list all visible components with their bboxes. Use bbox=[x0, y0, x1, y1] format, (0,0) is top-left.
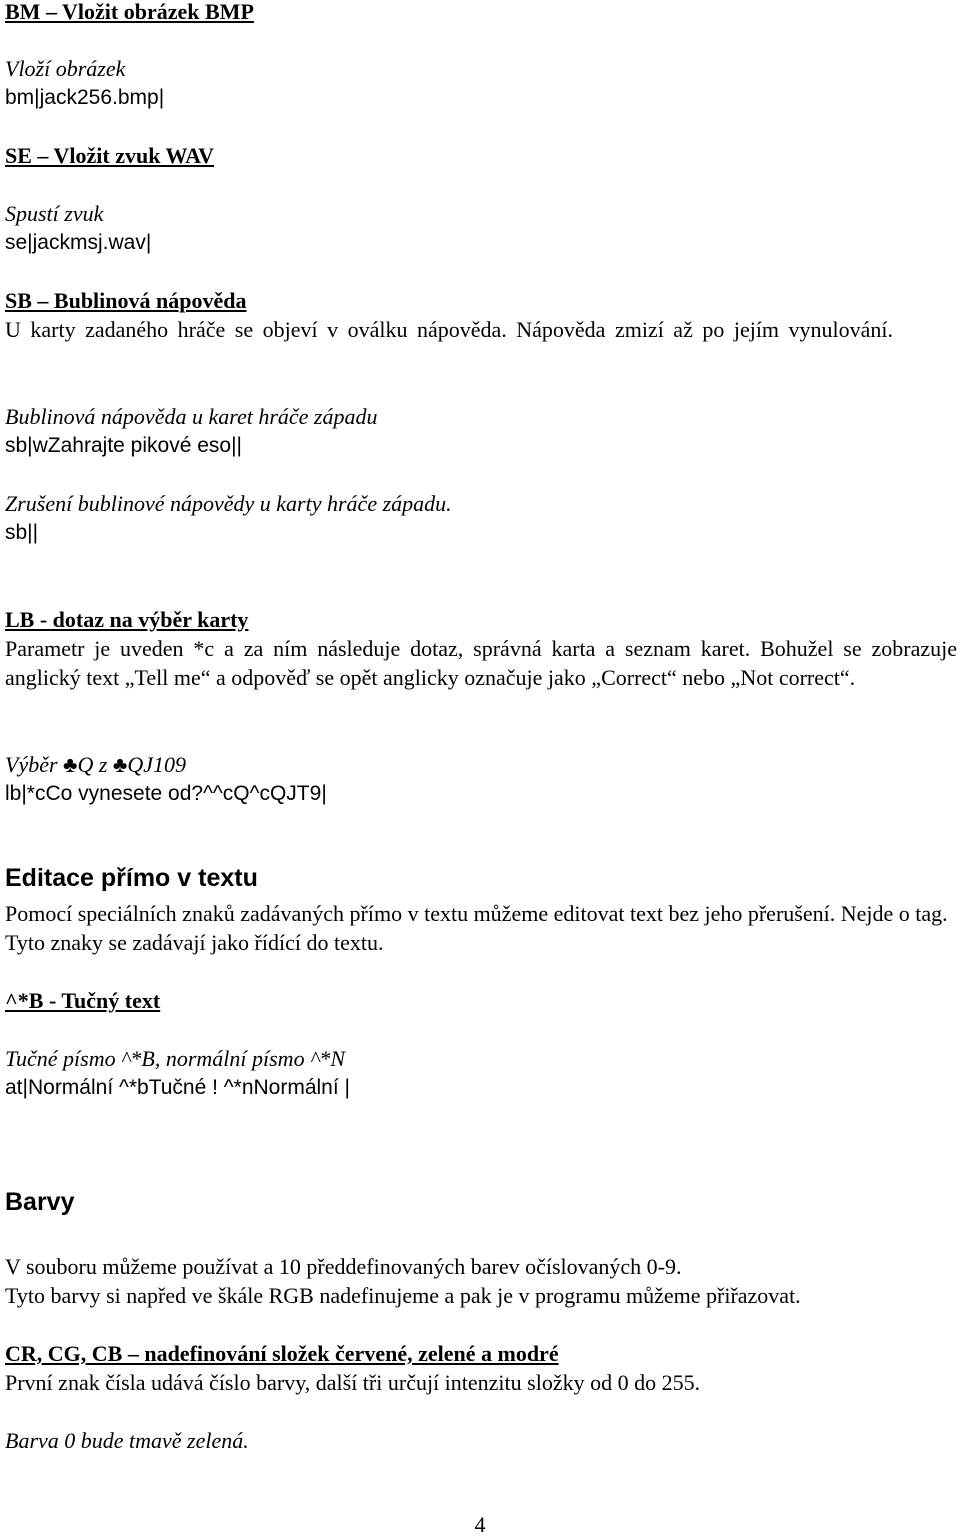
example-code: lb|*cCo vynesete od?^^cQ^cQJT9| bbox=[5, 782, 327, 805]
section-description: Pomocí speciálních znaků zadávaných přímo v textu můžeme editovat text bez jeho přerušení. Nejde o tag. Tyto znaky se zadávají jako řídící do textu. bbox=[5, 901, 948, 955]
example-caption: Tučné písmo ^*B, normální písmo ^*N bbox=[5, 1046, 346, 1071]
example-caption: Barva 0 bude tmavě zelená. bbox=[5, 1428, 249, 1453]
example-code: at|Normální ^*bTučné ! ^*nNormální | bbox=[5, 1076, 350, 1099]
example-caption: Vloží obrázek bbox=[5, 56, 126, 81]
section-heading-barvy: Barvy bbox=[5, 1188, 75, 1216]
page-number: 4 bbox=[474, 1512, 486, 1537]
section-text-line: Tyto barvy si napřed ve škále RGB nadefinujeme a pak je v programu můžeme přiřazovat. bbox=[5, 1283, 801, 1308]
section-description: Parametr je uveden *c a za ním následuje dotaz, správná karta a seznam karet. Bohužel se zobrazuje anglický text „Tell me“ a odpověď se opět anglicky označuje jako „Correct“ nebo „Not correct“. bbox=[5, 636, 957, 690]
example-caption: Zrušení bublinové nápovědy u karty hráče západu. bbox=[5, 491, 452, 516]
example-code: se|jackmsj.wav| bbox=[5, 231, 152, 254]
section-heading-bold: ^*B - Tučný text bbox=[5, 988, 161, 1013]
example-caption: Bublinová nápověda u karet hráče západu bbox=[5, 404, 378, 429]
section-description: U karty zadaného hráče se objeví v oválku nápověda. Nápověda zmizí až po jejím vynulování. bbox=[5, 317, 894, 342]
example-code: bm|jack256.bmp| bbox=[5, 86, 165, 109]
example-code: sb|wZahrajte pikové eso|| bbox=[5, 434, 242, 457]
section-heading-crgb: CR, CG, CB – nadefinování složek červené, zelené a modré bbox=[5, 1341, 559, 1366]
section-description: První znak čísla udává číslo barvy, další tři určují intenzitu složky od 0 do 255. bbox=[5, 1370, 701, 1395]
section-heading-bm: BM – Vložit obrázek BMP bbox=[5, 0, 254, 24]
example-caption: Spustí zvuk bbox=[5, 201, 104, 226]
section-heading-se: SE – Vložit zvuk WAV bbox=[5, 143, 215, 168]
example-code: sb|| bbox=[5, 521, 39, 544]
section-heading-sb: SB – Bublinová nápověda bbox=[5, 288, 247, 313]
section-heading-lb: LB - dotaz na výběr karty bbox=[5, 607, 249, 632]
example-caption: Výběr ♣Q z ♣QJ109 bbox=[5, 752, 187, 777]
section-text-line: V souboru můžeme používat a 10 předdefinovaných barev očíslovaných 0-9. bbox=[5, 1254, 682, 1279]
section-heading-editace: Editace přímo v textu bbox=[5, 864, 258, 892]
